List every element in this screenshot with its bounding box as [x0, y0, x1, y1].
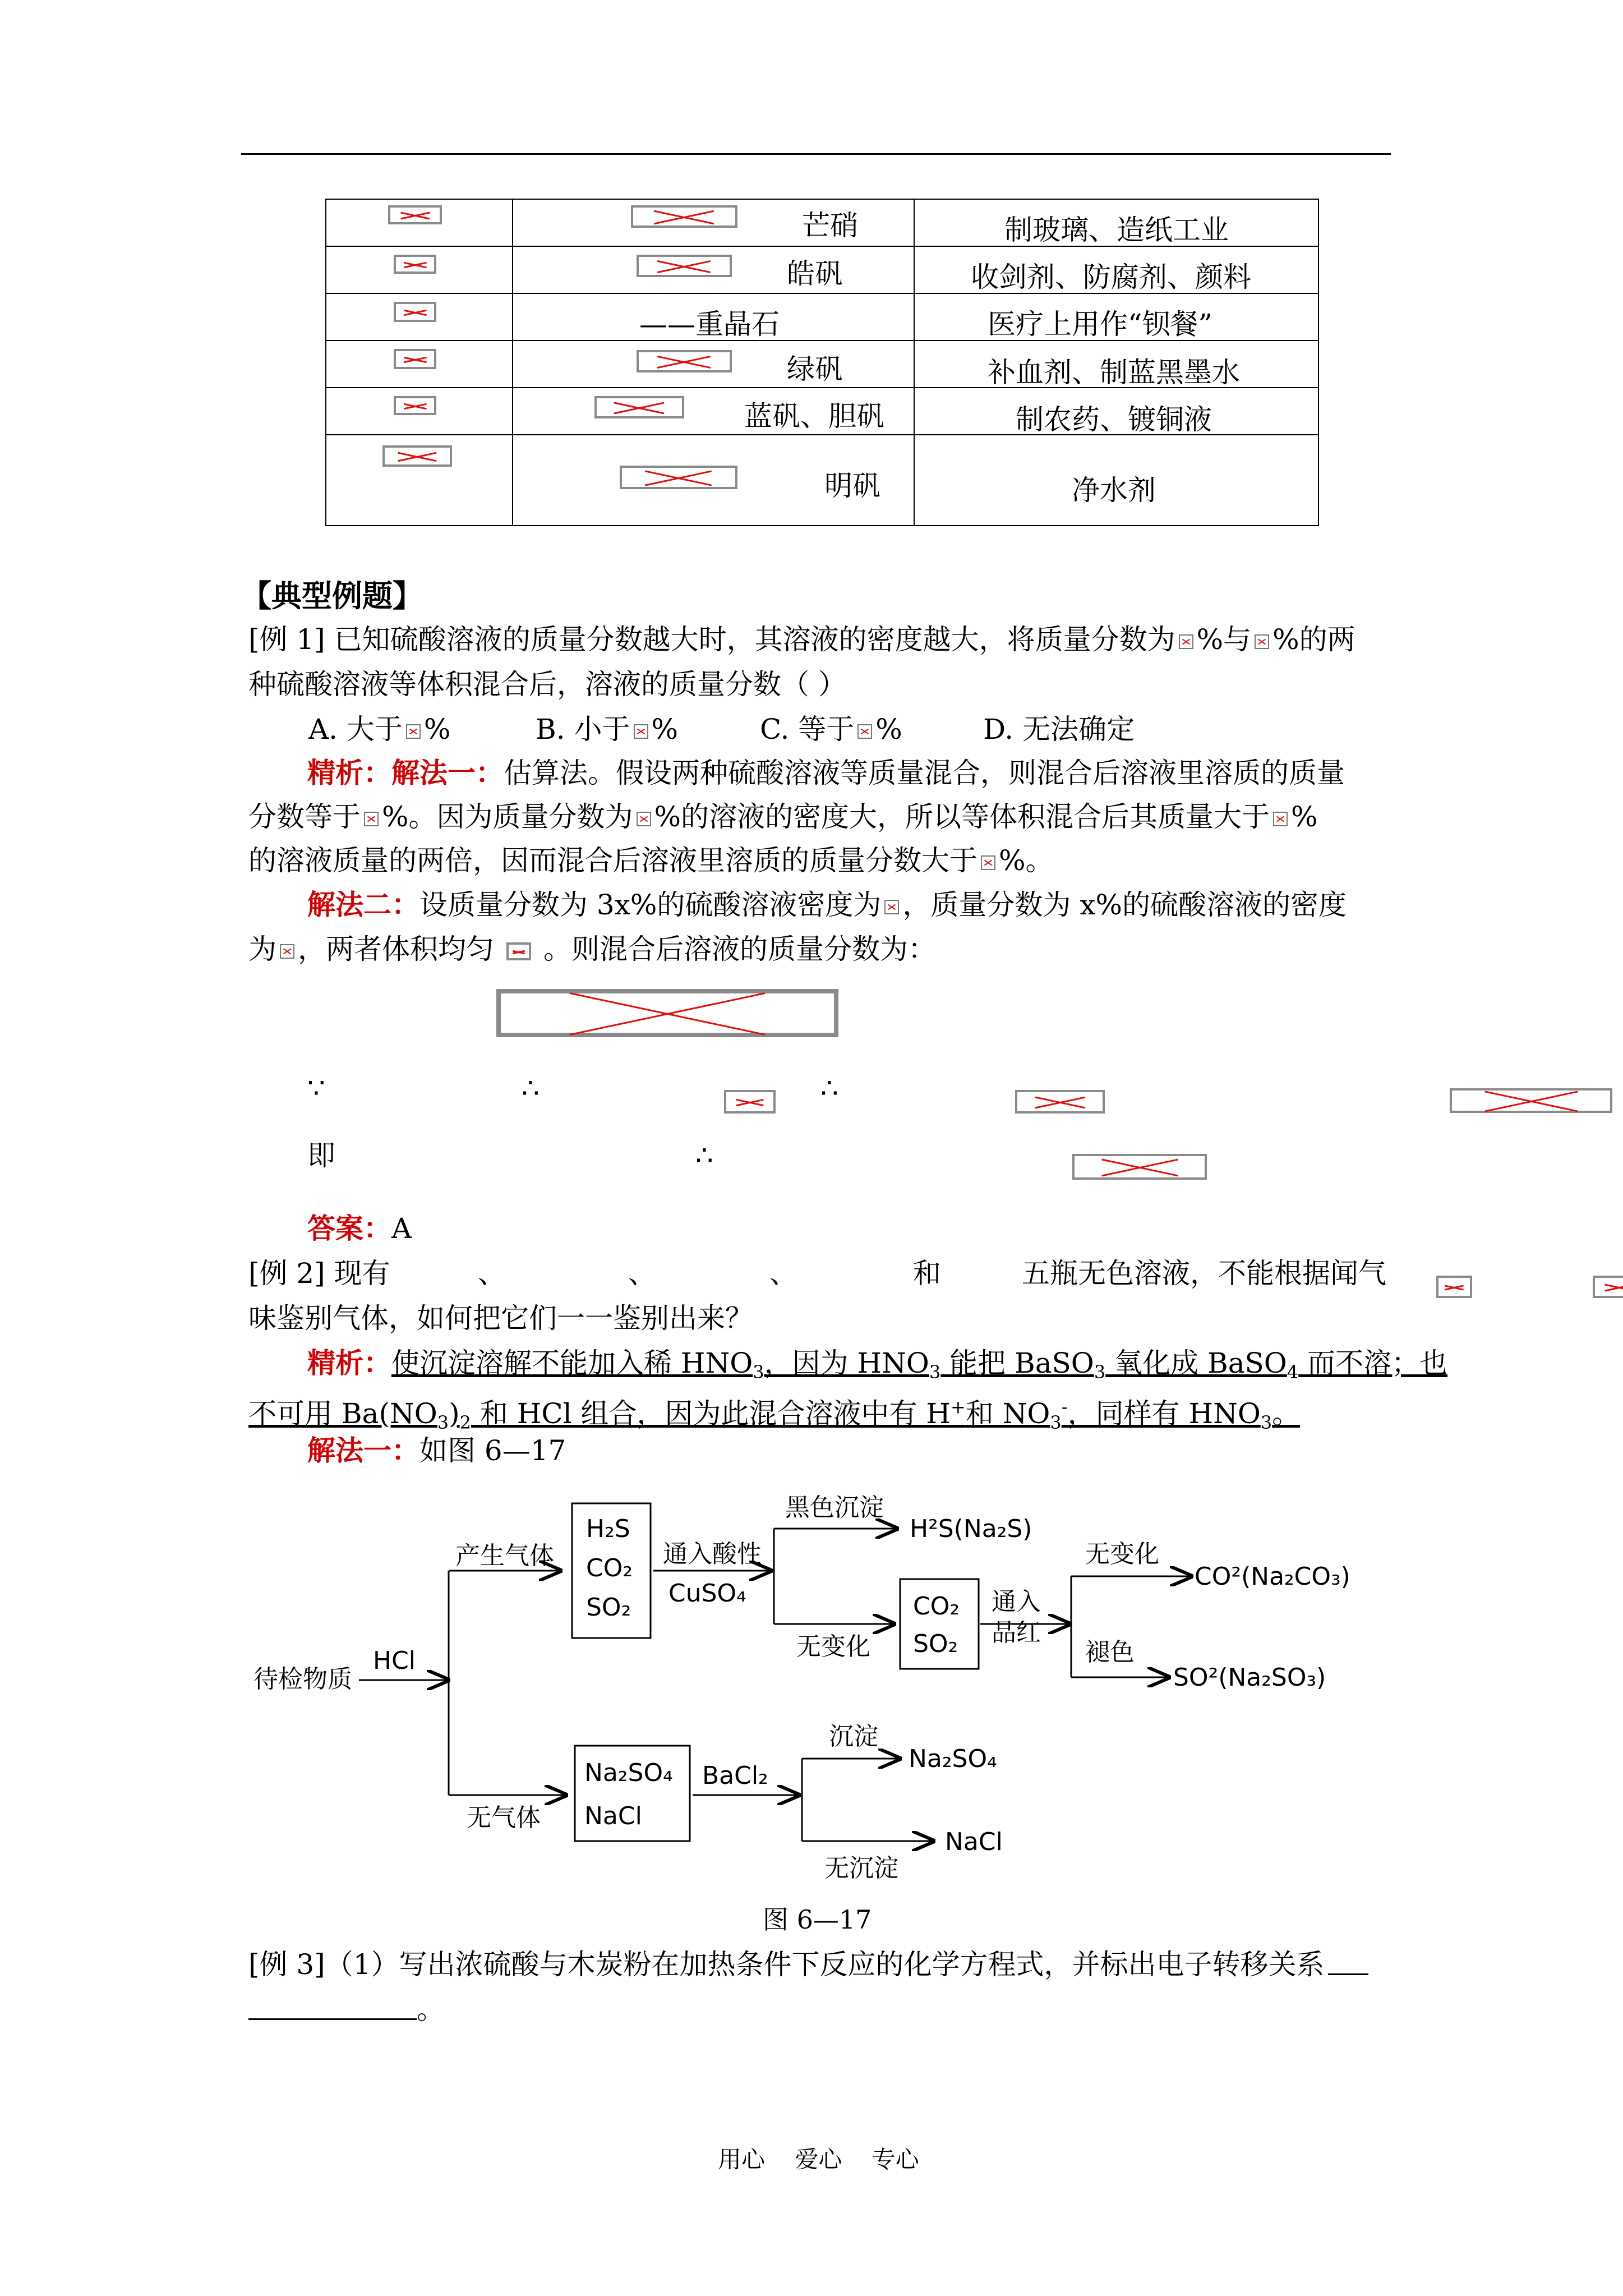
mineral-use: 净水剂 — [1072, 474, 1156, 507]
separator: 、 — [478, 1257, 506, 1290]
ex2-analysis-line1: 精析：使沉淀溶解不能加入稀 $HNO_3$，因为 $HNO_3$ 能把 BaSO$_3$ 氧化成 BaSO$_4$ 而不溶；也 — [307, 1346, 1448, 1383]
pink-label: 品红 — [992, 1618, 1041, 1647]
nochange-label: 无变化 — [1085, 1540, 1159, 1568]
ex1-answer: 答案：A — [307, 1212, 412, 1245]
ex2-tail: 五瓶无色溶液，不能根据闻气 — [1022, 1257, 1386, 1290]
formula-image — [388, 205, 442, 224]
fade-label: 褪色 — [1085, 1638, 1135, 1667]
ex1-method2-line1: 解法二：设质量分数为 3x%的硫酸溶液密度为 ，质量分数为 x%的硫酸溶液的密度 — [307, 888, 1347, 921]
formula-image — [394, 396, 436, 415]
mineral-use: 补血剂、制蓝黑墨水 — [988, 356, 1240, 389]
start-label: 待检物质 — [253, 1665, 352, 1694]
formula-image — [382, 445, 452, 467]
formula-image — [1255, 634, 1269, 649]
table-row — [326, 435, 1318, 526]
formula-image — [394, 302, 436, 322]
ex2-analysis-line2: 不可用 $Ba(NO_3)_2$ 和 HCl 组合，因为此混合溶液中有 H+和 $NO_3^-$，同样有 $HNO_3$。 — [248, 1396, 1301, 1433]
noppt-label: 无沉淀 — [824, 1854, 898, 1883]
mineral-name: ——重晶石 — [639, 308, 780, 341]
ex1-option-b: B. 小于 % — [536, 713, 679, 746]
minerals-table — [325, 199, 1319, 526]
hcl-label: HCl — [373, 1646, 416, 1675]
formula-image — [981, 855, 995, 870]
ex2-line2: 味鉴别气体，如何把它们一一鉴别出来？ — [248, 1302, 753, 1335]
formula-image — [637, 350, 732, 372]
therefore-symbol: ∴ — [695, 1139, 713, 1172]
formula-image — [620, 466, 737, 489]
ex2-head: [例 2] 现有 — [248, 1257, 390, 1290]
co2-result: CO²(Na₂CO₃) — [1195, 1562, 1350, 1591]
ex1-analysis-line2: 分数等于 %。因为质量分数为 %的溶液的密度大，所以等体积混合后其质量大于 % — [248, 800, 1318, 833]
header-rule — [241, 153, 1391, 155]
table-row — [326, 199, 1318, 246]
formula-image — [724, 1090, 776, 1114]
mineral-use: 医疗上用作“钡餐” — [988, 308, 1213, 341]
ex2-and: 和 — [913, 1257, 941, 1290]
nogas-label: 无气体 — [467, 1803, 541, 1832]
mineral-name: 明矾 — [824, 470, 880, 502]
mineral-use: 收剑剂、防腐剂、颜料 — [971, 261, 1251, 293]
na2so4-result: Na₂SO₄ — [909, 1745, 997, 1773]
box1-item: SO₂ — [586, 1593, 631, 1622]
mineral-name: 绿矾 — [787, 353, 843, 385]
box3-item: NaCl — [584, 1802, 642, 1830]
table-row — [326, 293, 1318, 341]
ex1-method2-line2: 为 ，两者体积均匀 。则混合后溶液的质量分数为： — [248, 933, 936, 965]
h2s-result: H²S(Na₂S) — [910, 1515, 1032, 1543]
formula-image — [506, 942, 531, 960]
flowchart — [241, 1470, 1419, 1890]
mineral-name: 蓝矾、胆矾 — [744, 400, 884, 432]
formula-image — [1436, 1276, 1472, 1298]
formula-image — [634, 724, 648, 739]
black-ppt-label: 黑色沉淀 — [785, 1493, 884, 1522]
ex1-option-c: C. 等于 % — [760, 713, 902, 746]
formula-image — [1179, 634, 1193, 649]
ji-label: 即 — [307, 1139, 335, 1172]
answer-blank — [248, 1993, 417, 2020]
table-row — [326, 341, 1318, 388]
separator: 、 — [769, 1257, 797, 1290]
page-footer: 用心 爱心 专心 — [718, 2146, 919, 2173]
separator: 、 — [628, 1257, 656, 1290]
formula-image — [1072, 1154, 1207, 1180]
ex3-line2: 。 — [248, 1993, 445, 2026]
ex1-option-a: A. 大于 % — [308, 713, 451, 746]
formula-image — [280, 944, 294, 959]
formula-image — [1015, 1090, 1105, 1114]
so2-result: SO²(Na₂SO₃) — [1173, 1663, 1326, 1692]
formula-image — [857, 724, 872, 739]
figure-caption: 图 6—17 — [763, 1904, 872, 1935]
table-row — [326, 246, 1318, 293]
ex1-line1: [例 1] 已知硫酸溶液的质量分数越大时，其溶液的密度越大，将质量分数为 %与 %的两 — [248, 623, 1355, 656]
formula-image — [1450, 1088, 1612, 1113]
mineral-use: 制农药、镀铜液 — [1016, 403, 1212, 436]
answer-blank — [1328, 1948, 1368, 1975]
box1-item: H₂S — [586, 1515, 630, 1543]
pink-label: 通入 — [992, 1588, 1041, 1616]
ppt-label: 沉淀 — [829, 1722, 878, 1751]
ex1-analysis-line1: 精析：解法一：估算法。假设两种硫酸溶液等质量混合，则混合后溶液里溶质的质量 — [307, 756, 1345, 789]
formula-image — [394, 349, 436, 369]
box2-item: SO₂ — [913, 1630, 958, 1658]
formula-image — [637, 812, 651, 826]
formula-image — [631, 205, 737, 228]
formula-image — [884, 900, 899, 914]
mineral-name: 芒硝 — [802, 209, 858, 242]
formula-image — [1593, 1276, 1623, 1298]
formula-image — [364, 812, 379, 826]
nacl-result: NaCl — [945, 1828, 1003, 1856]
section-title: 【典型例题】 — [241, 578, 423, 614]
therefore-symbol: ∴ — [820, 1072, 838, 1105]
ex2-method1: 解法一：如图 6—17 — [307, 1434, 566, 1467]
formula-image — [594, 396, 684, 418]
table-row — [326, 388, 1318, 435]
ex3-line1: [例 3]（1）写出浓硫酸与木炭粉在加热条件下反应的化学方程式，并标出电子转移关系 — [248, 1948, 1368, 1981]
mineral-use: 制玻璃、造纸工业 — [1004, 214, 1229, 246]
mineral-name: 皓矾 — [787, 257, 843, 290]
gas-label: 产生气体 — [455, 1542, 554, 1570]
bacl2-label: BaCl₂ — [702, 1761, 768, 1790]
ex1-analysis-line3: 的溶液质量的两倍，因而混合后溶液里溶质的质量分数大于 %。 — [248, 844, 1054, 877]
nochange-label: 无变化 — [796, 1632, 870, 1661]
box1-item: CO₂ — [586, 1554, 633, 1582]
formula-image — [394, 255, 436, 274]
formula-image — [637, 255, 732, 277]
formula-image — [406, 724, 421, 739]
therefore-symbol: ∴ — [522, 1072, 540, 1105]
acid-label: CuSO₄ — [668, 1579, 746, 1608]
ex1-line2: 种硫酸溶液等体积混合后，溶液的质量分数（ ） — [248, 668, 846, 701]
box3-item: Na₂SO₄ — [584, 1759, 673, 1787]
acid-label: 通入酸性 — [663, 1540, 762, 1568]
ex1-option-d: D. 无法确定 — [983, 713, 1135, 746]
because-symbol: ∵ — [307, 1072, 325, 1105]
formula-image — [1273, 812, 1288, 826]
formula-image — [496, 989, 838, 1037]
box2-item: CO₂ — [913, 1592, 960, 1621]
